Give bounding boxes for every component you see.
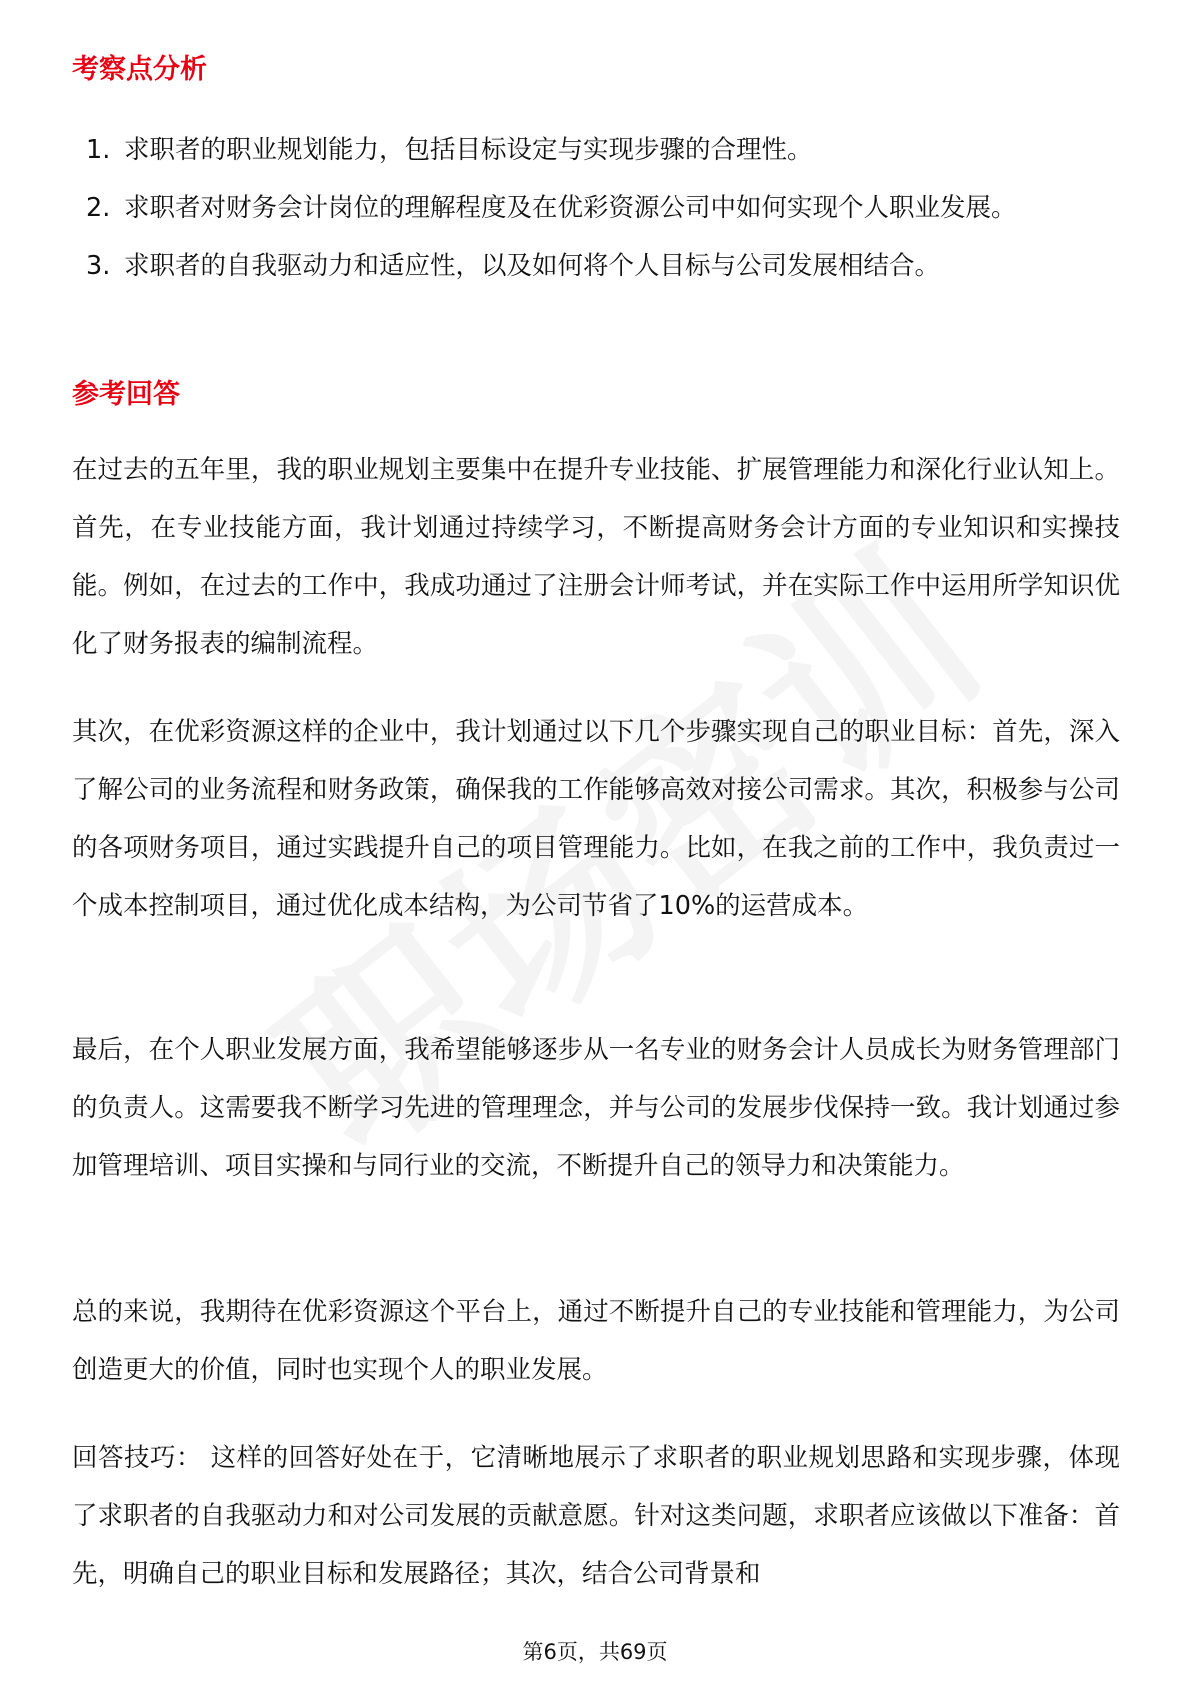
analysis-list: [72, 121, 1112, 295]
answer-paragraph: 最后，在个人职业发展方面，我希望能够逐步从一名专业的财务会计人员成长为财务管理部门的负责人。这需要我不断学习先进的管理理念，并与公司的发展步伐保持一致。我计划通过参加管理培训、项目实操和与同行业的交流，不断提升自己的领导力和决策能力。: [72, 1035, 1120, 1181]
answer-paragraph: 总的来说，我期待在优彩资源这个平台上，通过不断提升自己的专业技能和管理能力，为公司创造更大的价值，同时也实现个人的职业发展。: [72, 1297, 1120, 1385]
list-item-number: 2.: [86, 193, 111, 223]
page-number: 第6页，共69页: [522, 1640, 668, 1664]
list-item-text: 求职者对财务会计岗位的理解程度及在优彩资源公司中如何实现个人职业发展。: [124, 193, 1017, 223]
answer-paragraph: 其次，在优彩资源这样的企业中，我计划通过以下几个步骤实现自己的职业目标：首先，深入了解公司的业务流程和财务政策，确保我的工作能够高效对接公司需求。其次，积极参与公司的各项财务项目，通过实践提升自己的项目管理能力。比如，在我之前的工作中，我负责过一个成本控制项目，通过优化成本结构，为公司节省了10%的运营成本。: [72, 717, 1120, 921]
answer-paragraph: 在过去的五年里，我的职业规划主要集中在提升专业技能、扩展管理能力和深化行业认知上。首先，在专业技能方面，我计划通过持续学习，不断提高财务会计方面的专业知识和实操技能。例如，在过去的工作中，我成功通过了注册会计师考试，并在实际工作中运用所学知识优化了财务报表的编制流程。: [72, 455, 1120, 659]
list-item-number: 1.: [86, 135, 111, 165]
list-item-number: 3.: [86, 251, 111, 281]
section-title-answer: 参考回答: [72, 379, 180, 410]
list-item: [72, 121, 1112, 179]
answer-tips-paragraph: 回答技巧： 这样的回答好处在于，它清晰地展示了求职者的职业规划思路和实现步骤，体现了求职者的自我驱动力和对公司发展的贡献意愿。针对这类问题，求职者应该做以下准备：首先，明确自己的职业目标和发展路径；其次，结合公司背景和: [72, 1443, 1120, 1589]
list-item: [72, 179, 1112, 237]
section-title-analysis: 考察点分析: [72, 54, 207, 85]
list-item-text: 求职者的自我驱动力和适应性，以及如何将个人目标与公司发展相结合。: [124, 251, 941, 281]
list-item-text: 求职者的职业规划能力，包括目标设定与实现步骤的合理性。: [124, 135, 813, 165]
list-item: [72, 237, 1112, 295]
